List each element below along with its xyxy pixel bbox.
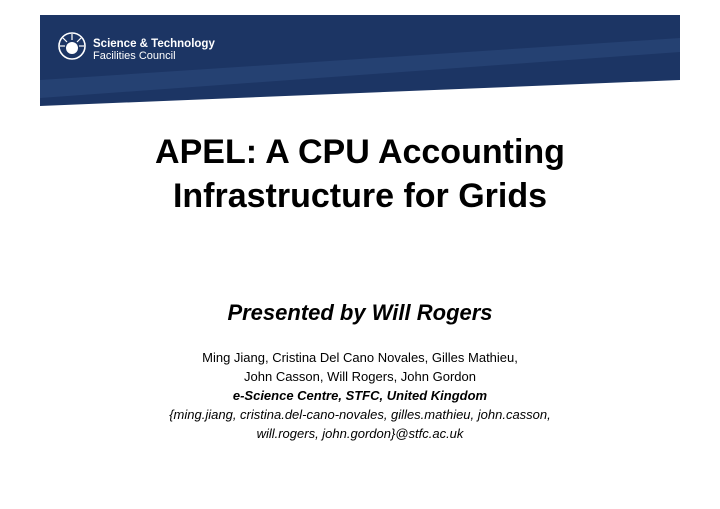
title-line-1: APEL: A CPU Accounting bbox=[155, 133, 565, 171]
stfc-logo-text bbox=[93, 38, 215, 62]
authors-line-1: Ming Jiang, Cristina Del Cano Novales, Gilles Mathieu, bbox=[202, 350, 518, 365]
title-line-2: Infrastructure for Grids bbox=[172, 177, 548, 215]
logo-line-2: Facilities Council bbox=[93, 50, 176, 62]
emails-line-2: will.rogers, john.gordon}@stfc.ac.uk bbox=[256, 426, 464, 441]
logo-line-1: Science & Technology bbox=[93, 38, 215, 50]
emails-line-1: {ming.jiang, cristina.del-cano-novales, gilles.mathieu, john.casson, bbox=[169, 407, 551, 422]
authors-line-2: John Casson, Will Rogers, John Gordon bbox=[244, 369, 476, 384]
stfc-globe-icon bbox=[56, 30, 88, 62]
author-details bbox=[40, 348, 680, 443]
institution: e-Science Centre, STFC, United Kingdom bbox=[232, 388, 488, 403]
presenter-line: Presented by Will Rogers bbox=[227, 300, 493, 325]
slide-title bbox=[40, 130, 680, 218]
